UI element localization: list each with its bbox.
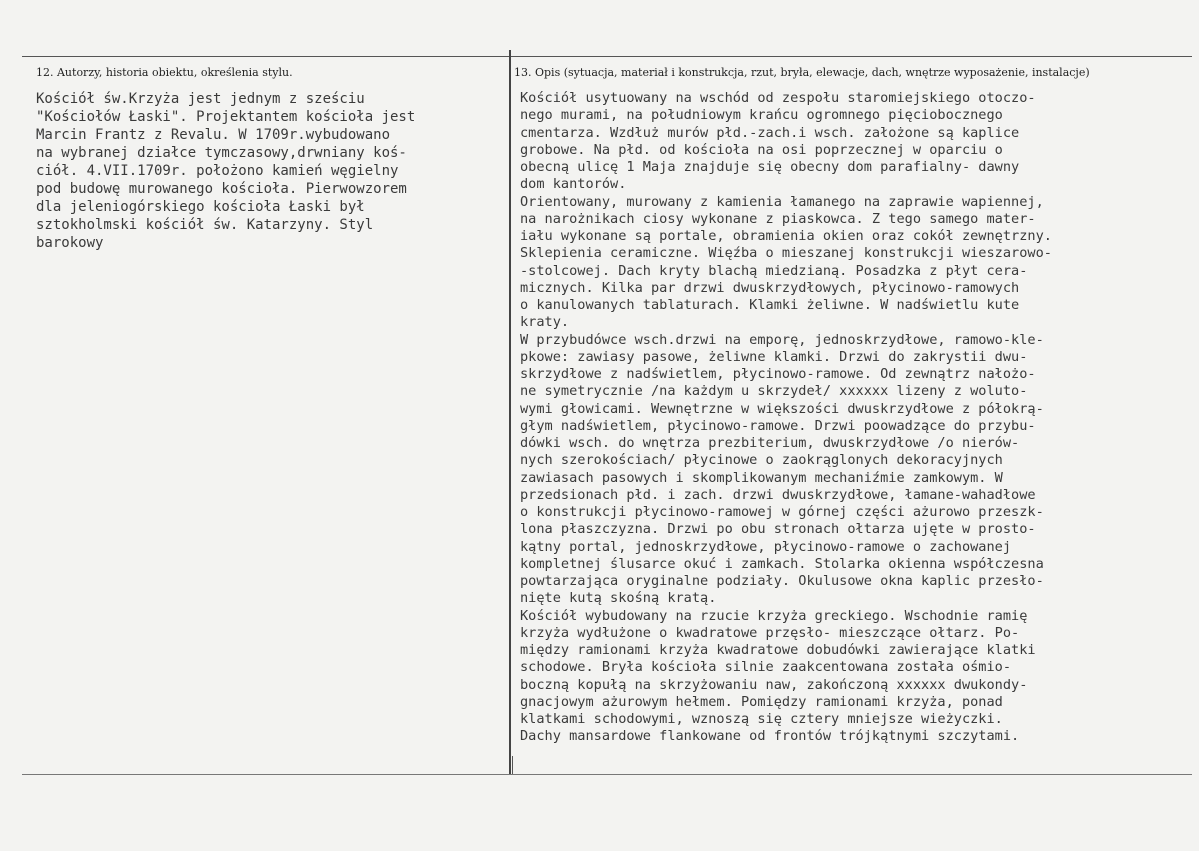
top-border-line [22, 56, 1192, 57]
section-13-heading: 13. Opis (sytuacja, materiał i konstrukcja, rzut, bryła, elewacje, dach, wnętrze wyposażenie, instalacje) [514, 66, 1090, 79]
section-13-text: Kościół usytuowany na wschód od zespołu staromiejskiego otoczo- nego murami, na południowym krańcu ogromnego pięciobocznego cmentarza. Wzdłuż murów płd.-zach.i wsch. założone są kaplice grobowe. Na płd. od kościoła na osi poprzecznej w oparciu o obecną ulicę 1 Maja znajduje się obecny dom parafialny- dawny dom kantorów. Orientowany, murowany z kamienia łamanego na zaprawie wapiennej, na narożnikach ciosy wykonane z piaskowca. Z tego samego mater- iału wykonane są portale, obramienia okien oraz cokół zewnętrzny. Sklepienia ceramiczne. Więźba o mieszanej konstrukcji wieszarowo- -stolcowej. Dach kryty blachą miedzianą. Posadzka z płyt cera- micznych. Kilka par drzwi dwuskrzydłowych, płycinowo-ramowych o kanulowanych tablaturach. Klamki żeliwne. W nadświetlu kute kraty. W przybudówce wsch.drzwi na emporę, jednoskrzydłowe, ramowo-kle- pkowe: zawiasy pasowe, żeliwne klamki. Drzwi do zakrystii dwu- skrzydłowe z nadświetlem, płycinowo-ramowe. Od zewnątrz nałożo- ne symetrycznie /na każdym u skrzydeł/ xxxxxx lizeny z woluto- wymi głowicami. Wewnętrzne w większości dwuskrzydłowe z półokrą- głym nadświetlem, płycinowo-ramowe. Drzwi poowadzące do przybu- dówki wsch. do wnętrza prezbiterium, dwuskrzydłowe /o nierów- nych szerokościach/ płycinowe o zaokrąglonych dekoracyjnych zawiasach pasowych i skomplikowanym mechaniźmie zamkowym. W przedsionach płd. i zach. drzwi dwuskrzydłowe, łamane-wahadłowe o konstrukcji płycinowo-ramowej w górnej części ażurowo przeszk- lona płaszczyzna. Drzwi po obu stronach ołtarza ujęte w prosto- kątny portal, jednoskrzydłowe, płycinowo-ramowe o zachowanej kompletnej ślusarce okuć i zamkach. Stolarka okienna współczesna powtarzająca oryginalne podziały. Okulusowe okna kaplic przesło- nięte kutą skośną kratą. Kościół wybudowany na rzucie krzyża greckiego. Wschodnie ramię krzyża wydłużone o kwadratowe przęsło- mieszczące ołtarz. Po- między ramionami krzyża kwadratowe dobudówki zawierające klatki schodowe. Bryła kościoła silnie zaakcentowana została ośmio- boczną kopułą na skrzyżowaniu naw, zakończoną xxxxxx dwukondy- gnacjowym ażurowym hełmem. Pomiędzy ramionami krzyża, ponad klatkami schodowymi, wznoszą się cztery mniejsze wieżyczki. Dachy mansardowe flankowane od frontów trójkątnymi szczytami. [520, 90, 1052, 745]
section-12-text: Kościół św.Krzyża jest jednym z sześciu "Kościołów Łaski". Projektantem kościoła jest Marcin Frantz z Revalu. W 1709r.wybudowano na wybranej działce tymczasowy,drwniany koś- ciół. 4.VII.1709r. położono kamień węgielny pod budowę murowanego kościoła. Pierwowzorem dla jeleniogórskiego kościoła Łaski był sztokholmski kościół św. Katarzyny. Styl barokowy [36, 91, 416, 251]
section-12-heading: 12. Autorzy, historia obiektu, określenia stylu. [36, 66, 293, 79]
column-divider-tail [512, 756, 513, 774]
column-divider [509, 50, 511, 774]
bottom-border-line [22, 774, 1192, 775]
